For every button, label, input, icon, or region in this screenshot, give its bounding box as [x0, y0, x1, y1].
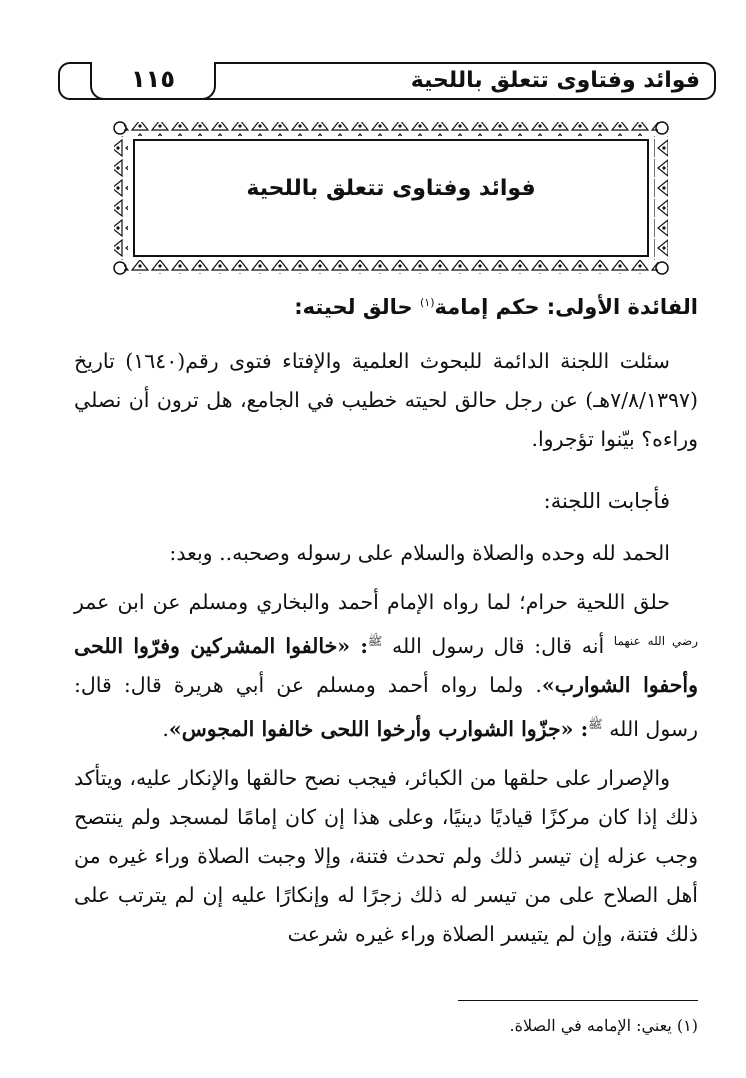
honorific-saw: ﷺ [367, 634, 383, 648]
hadith-quote-1: : «خالفوا المشركين وفرّوا اللحى وأحفوا الشوارب» [74, 633, 698, 697]
answer-paragraph-2: والإصرار على حلقها من الكبائر، فيجب نصح حالقها والإنكار عليه، ويتأكد ذلك إذا كان مركزًا قياديًا دينيًا، وعلى هذا إن كان إمامًا لمسجد ولم ينتصح وجب عزله إن تيسر ذلك ولم تحدث فتنة، وإلا وجبت الصلاة وراء غيره من أهل الصلاح على من تيسر له ذلك زجرًا له وإنكارًا عليه إن لم يترتب على ذلك فتنة، وإن لم يتيسر الصلاة وراء غيره شرعت [74, 765, 698, 946]
frame-title: فوائد وفتاوى تتعلق باللحية [246, 176, 536, 201]
answer-paragraph-1 [74, 583, 698, 749]
question-block [74, 342, 698, 459]
section-heading-main: حكم إمامة [434, 295, 540, 319]
honorific-saw-2: ﷺ [588, 716, 603, 731]
footnote-divider [458, 1000, 698, 1001]
section-heading-prefix: الفائدة الأولى: [539, 295, 698, 319]
page-number: ١١٥ [131, 65, 175, 93]
footnote-marker: (١) [419, 296, 435, 309]
answer-block [74, 534, 698, 954]
section-heading [294, 295, 698, 319]
page-number-tab [90, 62, 216, 100]
hadith-quote-2: : «جزّوا الشوارب وأرخوا اللحى خالفوا المجوس» [168, 716, 589, 741]
question-paragraph: سئلت اللجنة الدائمة للبحوث العلمية والإفتاء فتوى رقم(١٦٤٠) تاريخ (٧/٨/١٣٩٧هـ) عن رجل حالق لحيته خطيب في الجامع، هل ترون أن نصلي وراءه؟ بيّنوا تؤجروا. [74, 349, 698, 451]
answer-p1-part-c: . ولما رواه أحمد ومسلم عن أبي هريرة قال: قال: رسول الله [74, 672, 698, 741]
ornamental-title-frame [110, 118, 672, 278]
honorific-ra: رضي الله عنهما [613, 634, 698, 648]
footnote: (١) يعني: الإمامه في الصلاة. [509, 1016, 698, 1035]
answer-opening: الحمد لله وحده والصلاة والسلام على رسوله وصحبه.. وبعد: [169, 541, 670, 565]
answer-p1-part-b: أنه قال: قال رسول الله [382, 633, 614, 658]
answer-p1-part-a: حلق اللحية حرام؛ لما رواه الإمام أحمد والبخاري ومسلم عن ابن عمر [74, 590, 670, 614]
section-heading-suffix: حالق لحيته: [294, 295, 420, 319]
answer-heading: فأجابت اللجنة: [543, 489, 670, 513]
running-header-title: فوائد وفتاوى تتعلق باللحية [410, 68, 700, 93]
answer-p1-part-d: . [162, 716, 169, 741]
running-header [58, 62, 716, 100]
